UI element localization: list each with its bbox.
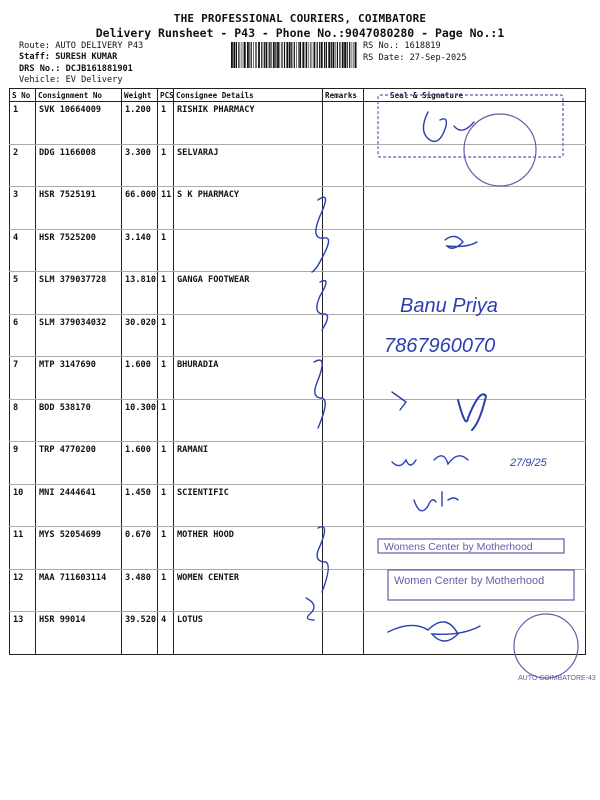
cell-weight: 39.520: [122, 612, 158, 655]
cell-consignee: [174, 314, 323, 357]
cell-remarks: [323, 612, 364, 655]
cell-sno: 6: [10, 314, 36, 357]
cell-pcs: 1: [158, 484, 174, 527]
cell-weight: 3.300: [122, 144, 158, 187]
barcode-bar: [255, 42, 256, 68]
cell-seal: [364, 229, 586, 272]
cell-pcs: 1: [158, 569, 174, 612]
cell-seal: [364, 187, 586, 230]
barcode-bar: [236, 42, 237, 68]
barcode-bar: [251, 42, 252, 68]
barcode-bar: [321, 42, 323, 68]
cell-seal: [364, 527, 586, 570]
col-seal: Seal & Signature: [364, 89, 586, 102]
barcode-bar: [233, 42, 235, 68]
cell-weight: 1.600: [122, 357, 158, 400]
cell-remarks: [323, 569, 364, 612]
barcode-bar: [286, 42, 288, 68]
cell-pcs: 1: [158, 229, 174, 272]
rs-no-value: 1618819: [404, 41, 441, 51]
cell-pcs: 1: [158, 442, 174, 485]
cell-consignment: MAA 711603114: [36, 569, 122, 612]
cell-consignee: S K PHARMACY: [174, 187, 323, 230]
barcode-bar: [264, 42, 265, 68]
vehicle-info: [19, 75, 123, 85]
handwritten-date: 27/9/25: [510, 457, 547, 469]
cell-sno: 13: [10, 612, 36, 655]
barcode-bar: [339, 42, 340, 68]
cell-sno: 8: [10, 399, 36, 442]
route-label: Route:: [19, 41, 51, 51]
barcode: [231, 42, 357, 68]
barcode-bar: [354, 42, 355, 68]
barcode-bar: [314, 42, 316, 68]
col-pcs: PCS: [158, 89, 174, 102]
cell-weight: 1.450: [122, 484, 158, 527]
stamp-text-row13: AUTO COIMBATORE-43: [518, 675, 596, 682]
cell-weight: 66.000: [122, 187, 158, 230]
cell-consignment: HSR 7525200: [36, 229, 122, 272]
cell-consignment: MTP 3147690: [36, 357, 122, 400]
table-row: [10, 187, 586, 230]
barcode-bar: [319, 42, 320, 68]
table-row: [10, 272, 586, 315]
barcode-bar: [299, 42, 301, 68]
table-row: [10, 314, 586, 357]
cell-consignee: BHURADIA: [174, 357, 323, 400]
cell-consignee: RISHIK PHARMACY: [174, 102, 323, 145]
cell-sno: 12: [10, 569, 36, 612]
col-consignee: Consignee Details: [174, 89, 323, 102]
barcode-bar: [280, 42, 281, 68]
table-row: [10, 442, 586, 485]
cell-consignment: MNI 2444641: [36, 484, 122, 527]
cell-remarks: [323, 272, 364, 315]
cell-weight: 13.810: [122, 272, 158, 315]
cell-remarks: [323, 229, 364, 272]
barcode-bar: [324, 42, 325, 68]
runsheet-table: [9, 88, 586, 655]
cell-sno: 10: [10, 484, 36, 527]
barcode-bar: [238, 42, 239, 68]
rs-date-info: [363, 53, 467, 63]
cell-remarks: [323, 484, 364, 527]
cell-remarks: [323, 357, 364, 400]
table-row: [10, 357, 586, 400]
cell-sno: 9: [10, 442, 36, 485]
barcode-bar: [241, 42, 242, 68]
barcode-bar: [281, 42, 282, 68]
table-row: [10, 527, 586, 570]
barcode-bar: [337, 42, 338, 68]
col-remarks: Remarks: [323, 89, 364, 102]
table-row: [10, 229, 586, 272]
barcode-bar: [275, 42, 276, 68]
cell-consignment: DDG 1166008: [36, 144, 122, 187]
cell-consignee: MOTHER HOOD: [174, 527, 323, 570]
cell-consignment: MYS 52054699: [36, 527, 122, 570]
cell-seal: [364, 612, 586, 655]
cell-seal: [364, 144, 586, 187]
cell-sno: 2: [10, 144, 36, 187]
table-row: [10, 144, 586, 187]
barcode-bar: [333, 42, 335, 68]
stamp-text-row12: Women Center by Motherhood: [394, 575, 545, 587]
barcode-bar: [256, 42, 257, 68]
cell-seal: [364, 569, 586, 612]
cell-weight: 3.480: [122, 569, 158, 612]
drs-label: DRS No.:: [19, 64, 61, 74]
barcode-bar: [312, 42, 313, 68]
rs-date-value: 27-Sep-2025: [409, 53, 467, 63]
drs-info: [19, 64, 133, 74]
route-value: AUTO DELIVERY P43: [55, 41, 144, 51]
cell-consignment: HSR 99014: [36, 612, 122, 655]
barcode-bar: [258, 42, 260, 68]
staff-info: [19, 52, 117, 62]
cell-pcs: 1: [158, 357, 174, 400]
runsheet-subtitle: Delivery Runsheet - P43 - Phone No.:9047080280 - Page No.:1: [95, 26, 505, 40]
cell-remarks: [323, 187, 364, 230]
barcode-bar: [310, 42, 311, 68]
barcode-bar: [331, 42, 332, 68]
cell-weight: 0.670: [122, 527, 158, 570]
cell-seal: [364, 102, 586, 145]
barcode-bar: [302, 42, 304, 68]
barcode-bar: [344, 42, 346, 68]
table-row: [10, 569, 586, 612]
rs-no-info: [363, 41, 441, 51]
barcode-bar: [317, 42, 318, 68]
col-sno: S No: [10, 89, 36, 102]
barcode-bar: [291, 42, 292, 68]
drs-value: DCJB161881901: [65, 64, 133, 74]
cell-consignee: WOMEN CENTER: [174, 569, 323, 612]
cell-remarks: [323, 399, 364, 442]
cell-weight: 1.200: [122, 102, 158, 145]
barcode-bar: [296, 42, 297, 68]
barcode-bar: [349, 42, 350, 68]
cell-weight: 1.600: [122, 442, 158, 485]
cell-weight: 3.140: [122, 229, 158, 272]
cell-consignee: SCIENTIFIC: [174, 484, 323, 527]
barcode-bar: [247, 42, 249, 68]
cell-remarks: [323, 102, 364, 145]
cell-seal: [364, 442, 586, 485]
cell-consignee: SELVARAJ: [174, 144, 323, 187]
cell-consignee: [174, 399, 323, 442]
cell-seal: [364, 399, 586, 442]
cell-consignment: HSR 7525191: [36, 187, 122, 230]
stamp-text-row11: Womens Center by Motherhood: [384, 541, 533, 553]
cell-consignee: LOTUS: [174, 612, 323, 655]
vehicle-value: EV Delivery: [65, 75, 123, 85]
cell-pcs: 1: [158, 314, 174, 357]
barcode-bar: [261, 42, 262, 68]
barcode-bar: [249, 42, 250, 68]
cell-consignee: [174, 229, 323, 272]
route-info: [19, 41, 143, 51]
cell-sno: 3: [10, 187, 36, 230]
cell-remarks: [323, 527, 364, 570]
barcode-bar: [244, 42, 246, 68]
vehicle-label: Vehicle:: [19, 75, 61, 85]
barcode-bar: [231, 42, 233, 68]
barcode-bar: [305, 42, 306, 68]
staff-value: SURESH KUMAR: [55, 52, 118, 62]
cell-consignment: TRP 4770200: [36, 442, 122, 485]
barcode-bar: [243, 42, 244, 68]
cell-weight: 10.300: [122, 399, 158, 442]
barcode-bar: [347, 42, 348, 68]
barcode-bar: [284, 42, 285, 68]
company-title: THE PROFESSIONAL COURIERS, COIMBATORE: [173, 12, 427, 25]
cell-consignment: SLM 379037728: [36, 272, 122, 315]
cell-pcs: 1: [158, 272, 174, 315]
barcode-bar: [342, 42, 344, 68]
table-row: [10, 484, 586, 527]
cell-sno: 7: [10, 357, 36, 400]
cell-consignment: SLM 379034032: [36, 314, 122, 357]
cell-pcs: 11: [158, 187, 174, 230]
barcode-bar: [326, 42, 327, 68]
handwritten-name: Banu Priya: [400, 295, 498, 317]
barcode-bar: [273, 42, 275, 68]
staff-label: Staff:: [19, 52, 51, 62]
barcode-bar: [266, 42, 268, 68]
barcode-bar: [328, 42, 330, 68]
table-row: [10, 399, 586, 442]
cell-pcs: 1: [158, 527, 174, 570]
cell-pcs: 1: [158, 399, 174, 442]
barcode-bar: [270, 42, 271, 68]
barcode-bar: [289, 42, 291, 68]
barcode-bar: [335, 42, 336, 68]
table-row: [10, 612, 586, 655]
cell-seal: [364, 314, 586, 357]
cell-remarks: [323, 442, 364, 485]
cell-consignee: GANGA FOOTWEAR: [174, 272, 323, 315]
cell-remarks: [323, 314, 364, 357]
cell-pcs: 1: [158, 102, 174, 145]
cell-sno: 4: [10, 229, 36, 272]
col-weight: Weight: [122, 89, 158, 102]
cell-weight: 30.020: [122, 314, 158, 357]
barcode-bar: [294, 42, 295, 68]
cell-consignee: RAMANI: [174, 442, 323, 485]
table-header-row: [10, 89, 586, 102]
barcode-bar: [306, 42, 307, 68]
barcode-bar: [298, 42, 299, 68]
cell-sno: 11: [10, 527, 36, 570]
barcode-bar: [253, 42, 254, 68]
cell-consignment: SVK 10664009: [36, 102, 122, 145]
cell-seal: [364, 272, 586, 315]
cell-pcs: 4: [158, 612, 174, 655]
cell-pcs: 1: [158, 144, 174, 187]
handwritten-phone: 7867960070: [384, 335, 496, 357]
barcode-bar: [309, 42, 310, 68]
col-consignment: Consignment No: [36, 89, 122, 102]
cell-seal: [364, 484, 586, 527]
cell-sno: 5: [10, 272, 36, 315]
barcode-bar: [277, 42, 279, 68]
cell-remarks: [323, 144, 364, 187]
cell-sno: 1: [10, 102, 36, 145]
cell-consignment: BOD 538170: [36, 399, 122, 442]
rs-no-label: RS No.:: [363, 41, 400, 51]
rs-date-label: RS Date:: [363, 53, 405, 63]
barcode-bar: [355, 42, 357, 68]
cell-seal: [364, 357, 586, 400]
table-row: [10, 102, 586, 145]
barcode-bar: [269, 42, 270, 68]
barcode-bar: [352, 42, 353, 68]
